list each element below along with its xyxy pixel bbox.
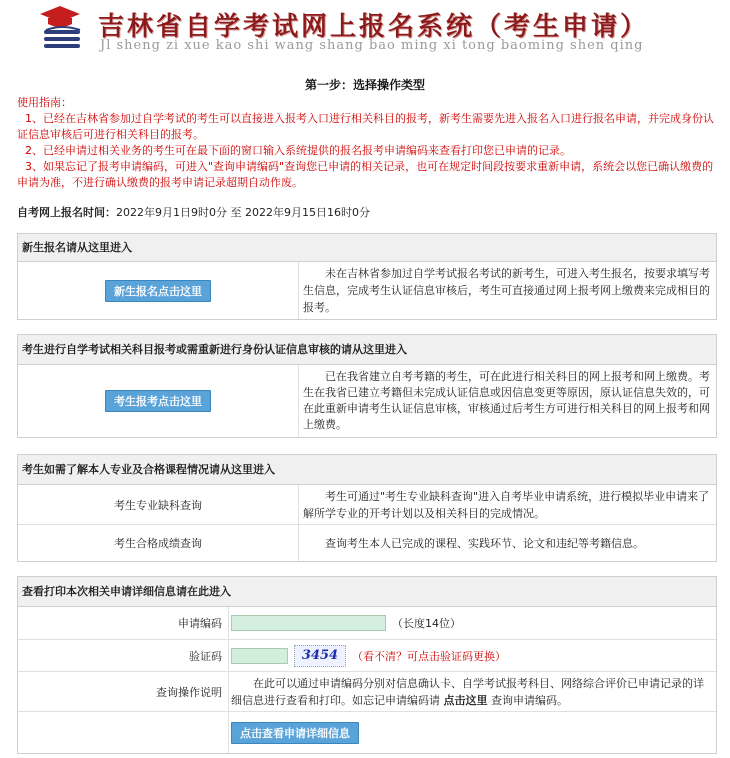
passed-score-query-link[interactable]: 考生合格成绩查询 — [114, 537, 202, 550]
course-query-row — [18, 485, 716, 525]
guide-heading: 使用指南： — [17, 96, 72, 109]
registration-time — [17, 204, 370, 220]
new-registration-heading: 新生报名请从这里进入 — [18, 234, 716, 262]
registration-time-label: 自考网上报名时间： — [17, 206, 116, 219]
application-code-input[interactable] — [231, 615, 386, 631]
view-application-details-button[interactable]: 点击查看申请详细信息 — [231, 722, 359, 744]
captcha-input[interactable] — [231, 648, 288, 664]
print-query-section — [17, 576, 717, 754]
header — [0, 0, 730, 60]
passed-score-query-desc: 查询考生本人已完成的课程、实践环节、论文和违纪等考籍信息。 — [325, 536, 644, 550]
subject-registration-section — [17, 334, 717, 438]
system-title-pinyin: Jl sheng zi xue kao shi wang shang bao ming xi tong baoming shen qing — [100, 38, 644, 53]
new-registration-desc: 未在吉林省参加过自学考试报名考试的新考生，可进入考生报名，按要求填写考生信息，完成考生认证信息审核后，考生可直接通过网上报考网上缴费来完成相目的报考。 — [303, 267, 710, 314]
forgot-code-link[interactable]: 点击这里 — [443, 693, 488, 707]
course-query-heading: 考生如需了解本人专业及合格课程情况请从这里进入 — [18, 455, 716, 485]
subject-registration-desc: 已在我省建立自考考籍的考生，可在此进行相关科目的网上报考和网上缴费。考生在我省已建立考籍但未完成认证信息或因信息变更等原因，原认证信息失效的，可在此重新申请考生认证信息审核，审核通过后考生方可进行相关科目的网上报考和网上缴费。 — [303, 370, 710, 431]
subject-registration-button[interactable]: 考生报考点击这里 — [105, 390, 211, 412]
captcha-refresh-hint[interactable]: （看不清？可点击验证码更换） — [352, 649, 506, 663]
application-code-hint: （长度14位） — [392, 617, 461, 630]
step-title: 第一步：选择操作类型 — [304, 78, 425, 92]
guide-item-2: 2、已经申请过相关业务的考生可在最下面的窗口输入系统提供的报名报考申请编码来查看打印您已申请的记录。 — [25, 144, 571, 157]
new-registration-button[interactable]: 新生报名点击这里 — [105, 280, 211, 302]
captcha-image[interactable]: 3454 — [294, 645, 346, 667]
query-instruction-text — [231, 675, 710, 709]
application-code-label: 申请编码 — [18, 607, 229, 639]
registration-time-value: 2022年9月1日9时0分 至 2022年9月15日16时0分 — [116, 206, 370, 219]
usage-guide — [17, 95, 717, 191]
missing-course-query-desc: 考生可通过"考生专业缺科查询"进入自考毕业申请系统，进行模拟毕业申请来了解所学专业的开考计划以及相关科目的完成情况。 — [303, 489, 710, 520]
missing-course-query-link[interactable]: 考生专业缺科查询 — [114, 498, 202, 512]
query-instruction-label: 查询操作说明 — [18, 672, 229, 711]
course-query-section — [17, 454, 717, 562]
captcha-label: 验证码 — [18, 640, 229, 671]
subject-registration-heading: 考生进行自学考试相关科目报考或需重新进行身份认证信息审核的请从这里进入 — [18, 335, 716, 365]
guide-item-3: 3、如果忘记了报考申请编码，可进入"查询申请编码"查询您已申请的相关记录，也可在规定时间段按要求重新申请，系统会以您已确认缴费的申请为准，不进行确认缴费的报考申请记录超期自动作废。 — [17, 160, 714, 189]
print-query-heading: 查看打印本次相关申请详细信息请在此进入 — [18, 577, 716, 607]
guide-item-1: 1、已经在吉林省参加过自学考试的考生可以直接进入报考入口进行相关科目的报考，新考生需要先进入报名入口进行报名申请，并完成身份认证信息审核后可进行相关科目的报考。 — [17, 112, 714, 141]
query-instruction-part2: 查询申请编码。 — [487, 693, 568, 707]
course-query-row — [18, 525, 716, 561]
new-registration-section — [17, 233, 717, 320]
system-title: 吉林省自学考试网上报名系统（考生申请） — [98, 12, 650, 42]
logo-icon — [36, 4, 88, 54]
query-instruction-part1: 在此可以通过申请编码分别对信息确认卡、自学考试报考科目、网络综合评价已申请记录的详细信息进行查看和打印。如忘记申请编码请 — [231, 676, 704, 707]
